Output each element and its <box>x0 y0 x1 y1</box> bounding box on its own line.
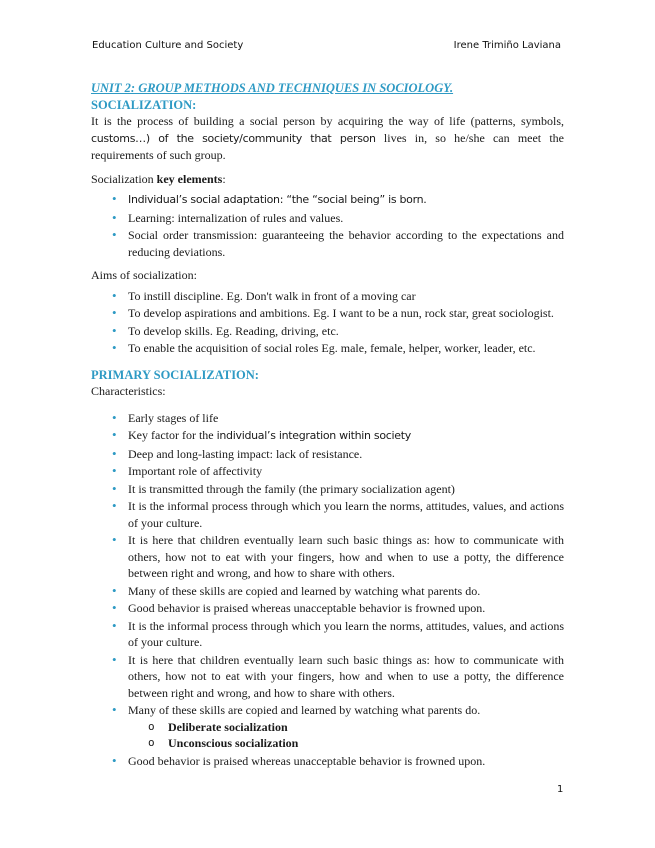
item-text: Many of these skills are copied and learned by watching what parents do. <box>128 703 481 717</box>
socialization-heading: SOCIALIZATION: <box>91 97 197 112</box>
list-item: • Early stages of life <box>91 410 564 427</box>
characteristics-list <box>91 410 564 770</box>
header-author: Irene Trimiño Laviana <box>453 40 561 51</box>
key-elements-label <box>91 171 564 188</box>
page-number: 1 <box>557 784 564 795</box>
list-item: • To enable the acquisition of social roles Eg. male, female, helper, worker, leader, etc. <box>91 340 564 357</box>
sub-list-item: o Unconscious socialization <box>91 735 564 752</box>
item-text: Key factor for the <box>128 428 217 442</box>
list-item: • Good behavior is praised whereas unacceptable behavior is frowned upon. <box>91 600 564 617</box>
intro-line-1: It is the process of building a social person by acquiring the way of life (patterns, symbols, <box>91 114 564 128</box>
header-course: Education Culture and Society <box>92 40 244 51</box>
list-item: • It is here that children eventually learn such basic things as: how to communicate with others, how not to eat with your fingers, how and when to use a potty, the difference between right and wrong, and how to share with others. <box>91 532 564 582</box>
document-body <box>91 80 564 770</box>
list-item: • Many of these skills are copied and learned by watching what parents do. <box>91 583 564 600</box>
list-item <box>91 702 564 752</box>
list-item: • It is the informal process through which you learn the norms, attitudes, values, and actions of your culture. <box>91 498 564 531</box>
list-item: • It is here that children eventually learn such basic things as: how to communicate with others, how not to eat with your fingers, how and when to use a potty, the difference between right and wrong, and how to share with others. <box>91 652 564 702</box>
list-item: • It is the informal process through which you learn the norms, attitudes, values, and actions of your culture. <box>91 618 564 651</box>
list-item: • Deep and long-lasting impact: lack of resistance. <box>91 446 564 463</box>
key-prefix: Socialization <box>91 171 157 186</box>
item-text-emphasis: individual’s integration within society <box>216 429 411 442</box>
list-item: • To develop aspirations and ambitions. Eg. I want to be a nun, rock star, great sociologist. <box>91 305 564 322</box>
list-item <box>91 191 564 209</box>
list-item: • Learning: internalization of rules and values. <box>91 210 564 227</box>
aims-label: Aims of socialization: <box>91 268 197 282</box>
list-item: • Good behavior is praised whereas unacceptable behavior is frowned upon. <box>91 753 564 770</box>
key-suffix: : <box>222 171 226 186</box>
list-item: • It is transmitted through the family (the primary socialization agent) <box>91 481 564 498</box>
intro-line-3: lives in, so he/she can meet the requirements of such group. <box>91 130 564 162</box>
unit-title: UNIT 2: GROUP METHODS AND TECHNIQUES IN SOCIOLOGY. <box>91 81 454 95</box>
list-item: • Social order transmission: guaranteeing the behavior according to the expectations and reducing deviations. <box>91 227 564 260</box>
list-item: • Important role of affectivity <box>91 463 564 480</box>
sub-list-item: o Deliberate socialization <box>91 719 564 736</box>
key-item-text: Individual’s social adaptation: “the “social being” is born. <box>128 193 427 206</box>
socialization-intro <box>91 113 564 164</box>
characteristics-label: Characteristics: <box>91 384 166 398</box>
key-elements-list <box>91 191 564 260</box>
primary-heading: PRIMARY SOCIALIZATION: <box>91 367 259 382</box>
aims-list <box>91 288 564 357</box>
intro-line-2: customs…) of the society/community that person <box>91 131 376 145</box>
sub-list <box>91 719 564 752</box>
list-item: • To instill discipline. Eg. Don't walk in front of a moving car <box>91 288 564 305</box>
key-bold: key elements <box>156 171 223 186</box>
list-item: • To develop skills. Eg. Reading, driving, etc. <box>91 323 564 340</box>
list-item <box>91 427 564 445</box>
